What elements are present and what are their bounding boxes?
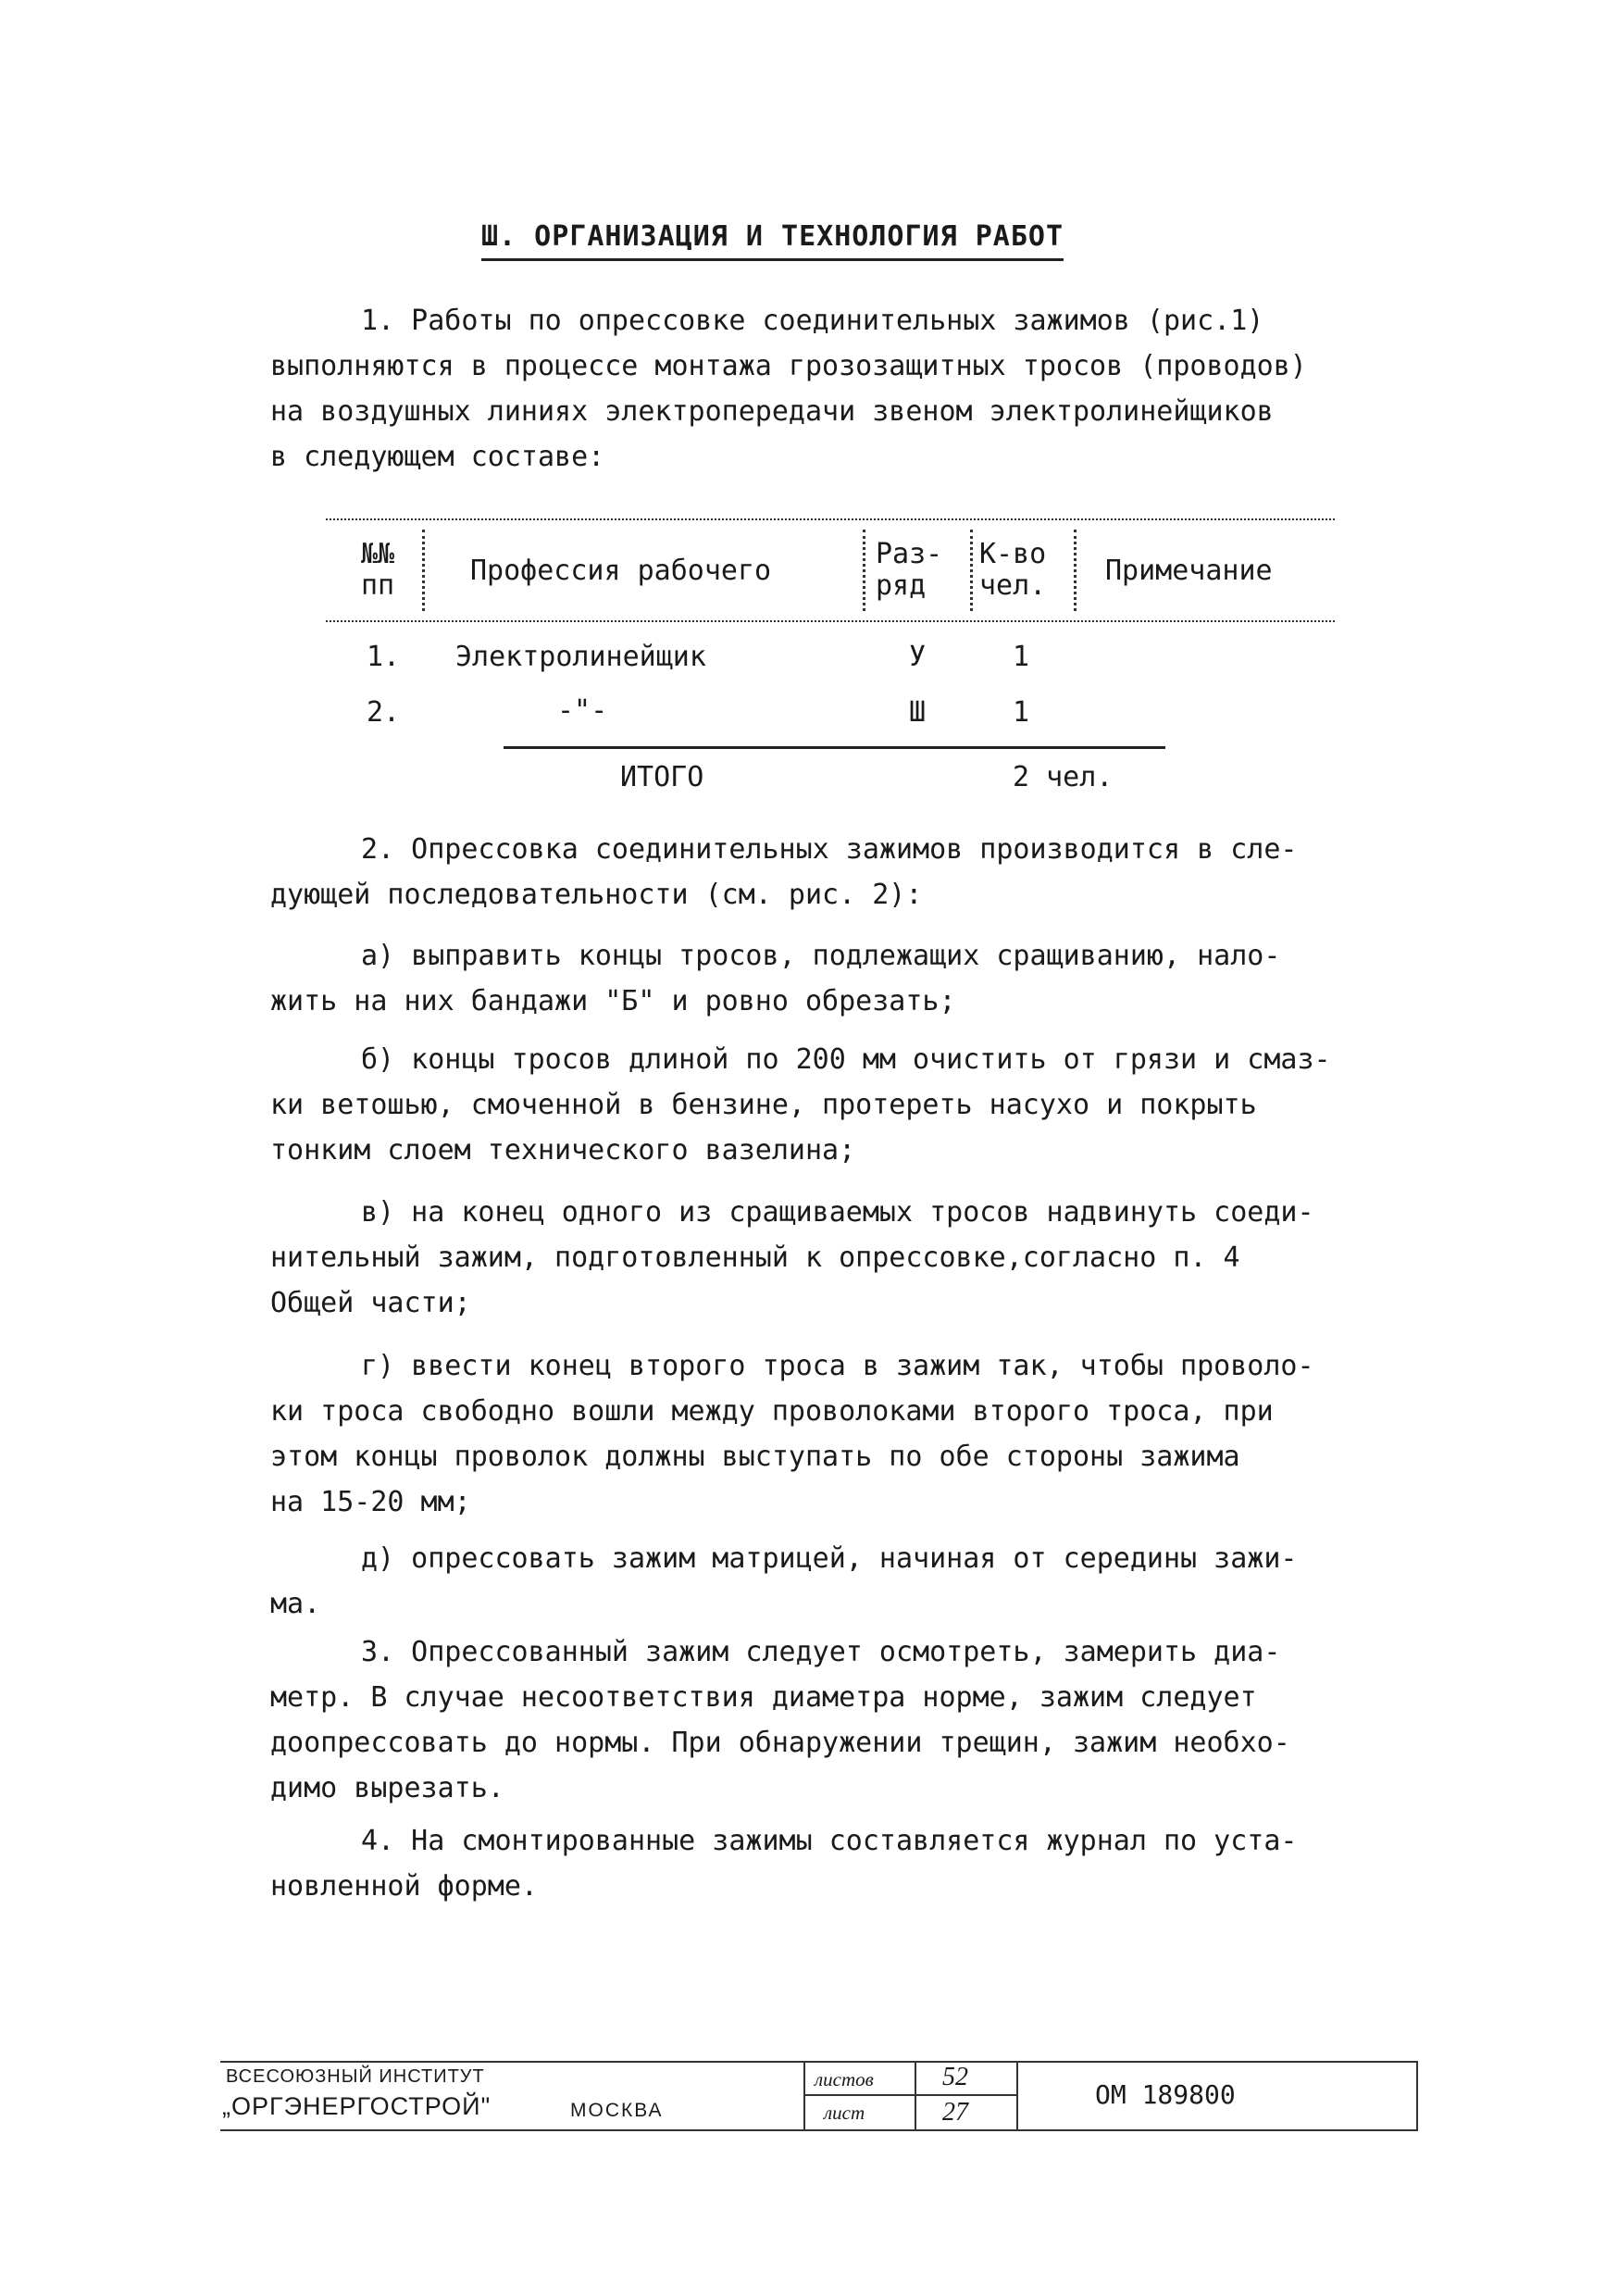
paragraph-line: тонким слоем технического вазелина;	[270, 1134, 856, 1167]
paragraph-line: б) концы тросов длиной по 200 мм очистить от грязи и смаз-	[361, 1043, 1331, 1076]
paragraph-line: димо вырезать.	[270, 1772, 504, 1804]
paragraph-line: дующей последовательности (см. рис. 2):	[270, 879, 923, 911]
row-number: 1.	[367, 641, 401, 673]
paragraph-line: г) ввести конец второго троса в зажим так, чтобы проволо-	[361, 1350, 1314, 1382]
column-separator	[863, 530, 865, 611]
paragraph-line: на воздушных линиях электропередачи звеном электролинейщиков	[270, 395, 1274, 428]
header-note: Примечание	[1105, 555, 1273, 587]
paragraph-line: ма.	[270, 1588, 321, 1620]
paragraph-line: Общей части;	[270, 1287, 471, 1319]
row-count: 1	[1013, 696, 1030, 729]
step-a-paragraph	[270, 933, 1280, 1024]
row-profession: Электролинейщик	[455, 641, 706, 673]
paragraph-line: 2. Опрессовка соединительных зажимов производится в сле-	[361, 833, 1298, 866]
step-d-paragraph	[270, 1536, 1297, 1627]
stamp-sheet-value: 27	[942, 2098, 968, 2127]
paragraph-line: 3. Опрессованный зажим следует осмотреть, замерить диа-	[361, 1636, 1281, 1668]
paragraph-line: на 15-20 мм;	[270, 1486, 471, 1518]
section-title: Ш. ОРГАНИЗАЦИЯ И ТЕХНОЛОГИЯ РАБОТ	[481, 220, 1064, 261]
header-number: №№ пп	[361, 538, 395, 602]
stamp-divider	[803, 2063, 805, 2129]
paragraph-line: ки ветошью, смоченной в бензине, протереть насухо и покрыть	[270, 1089, 1257, 1121]
row-profession: -"-	[557, 694, 608, 727]
stamp-sheets-label: листов	[815, 2068, 874, 2090]
paragraph-line: в) на конец одного из сращиваемых тросов надвинуть соеди-	[361, 1196, 1314, 1229]
stamp-divider	[1016, 2063, 1018, 2129]
title-block-stamp	[220, 2061, 1418, 2131]
intro-paragraph	[270, 298, 1307, 480]
paragraph-line: жить на них бандажи "Б" и ровно обрезать;	[270, 985, 956, 1017]
header-grade: Раз- ряд	[876, 538, 943, 602]
step-v-paragraph	[270, 1190, 1314, 1326]
section-2-paragraph	[270, 827, 1297, 917]
paragraph-line: ки троса свободно вошли между проволоками второго троса, при	[270, 1395, 1274, 1428]
column-separator	[422, 530, 425, 611]
row-count: 1	[1013, 641, 1030, 673]
total-value: 2 чел.	[1013, 761, 1114, 793]
stamp-sheet-label: лист	[824, 2102, 865, 2124]
header-count: К-во чел.	[979, 538, 1047, 602]
paragraph-line: выполняются в процессе монтажа грозозащитных тросов (проводов)	[270, 350, 1307, 382]
stamp-city: МОСКВА	[570, 2100, 664, 2121]
paragraph-line: этом концы проволок должны выступать по обе стороны зажима	[270, 1441, 1240, 1473]
paragraph-line: новленной форме.	[270, 1870, 538, 1903]
header-profession: Профессия рабочего	[470, 555, 772, 587]
step-g-paragraph	[270, 1343, 1314, 1525]
column-separator	[1074, 530, 1077, 611]
table-top-rule	[326, 518, 1335, 520]
table-header-rule	[326, 620, 1335, 622]
step-b-paragraph	[270, 1037, 1331, 1173]
section-4-paragraph	[270, 1818, 1297, 1909]
paragraph-line: в следующем составе:	[270, 441, 605, 473]
column-separator	[970, 530, 973, 611]
stamp-divider	[803, 2094, 1016, 2096]
stamp-divider	[915, 2063, 916, 2129]
stamp-document-number: ОМ 189800	[1095, 2079, 1236, 2110]
paragraph-line: доопрессовать до нормы. При обнаружении трещин, зажим необхо-	[270, 1727, 1290, 1759]
row-grade: У	[909, 641, 927, 673]
paragraph-line: 4. На смонтированные зажимы составляется журнал по уста-	[361, 1825, 1298, 1857]
stamp-organization-line1: ВСЕСОЮЗНЫЙ ИНСТИТУТ	[226, 2066, 485, 2087]
paragraph-line: д) опрессовать зажим матрицей, начиная от середины зажи-	[361, 1542, 1298, 1575]
paragraph-line: 1. Работы по опрессовке соединительных зажимов (рис.1)	[361, 305, 1264, 337]
total-label: ИТОГО	[620, 761, 704, 793]
total-rule	[504, 746, 1165, 749]
paragraph-line: а) выправить концы тросов, подлежащих сращиванию, нало-	[361, 940, 1281, 972]
paragraph-line: метр. В случае несоответствия диаметра норме, зажим следует	[270, 1681, 1257, 1714]
stamp-organization-line2: „ОРГЭНЕРГОСТРОЙ"	[222, 2092, 492, 2120]
section-3-paragraph	[270, 1629, 1290, 1811]
paragraph-line: нительный зажим, подготовленный к опрессовке,согласно п. 4	[270, 1242, 1240, 1274]
row-number: 2.	[367, 696, 401, 729]
row-grade: Ш	[909, 696, 927, 729]
stamp-sheets-value: 52	[942, 2063, 968, 2091]
